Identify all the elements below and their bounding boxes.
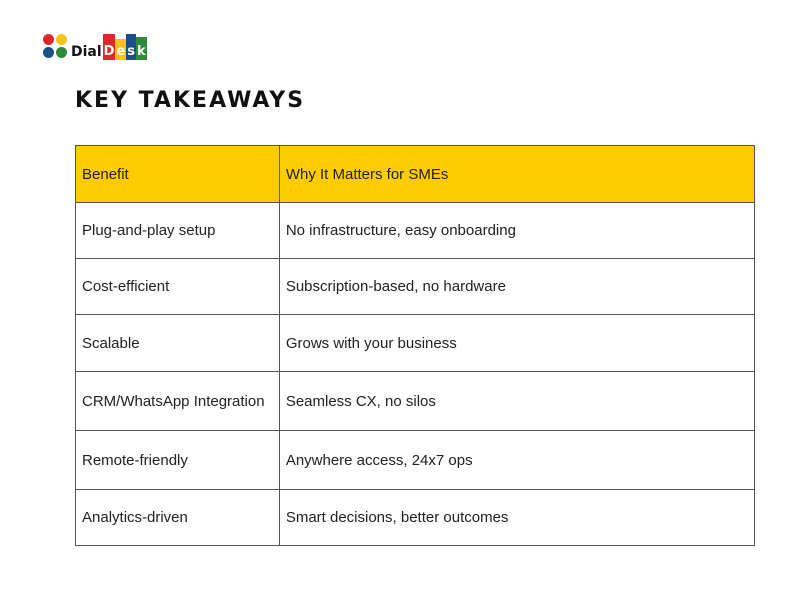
benefit-cell: Scalable	[76, 315, 280, 372]
why-cell: Smart decisions, better outcomes	[279, 490, 754, 546]
benefit-cell: CRM/WhatsApp Integration	[76, 372, 280, 431]
header-why-it-matters: Why It Matters for SMEs	[279, 146, 754, 203]
why-cell: Anywhere access, 24x7 ops	[279, 431, 754, 490]
why-cell: Subscription-based, no hardware	[279, 259, 754, 315]
logo-dot-blue	[43, 47, 54, 58]
why-cell: No infrastructure, easy onboarding	[279, 203, 754, 259]
takeaways-table	[75, 145, 755, 546]
logo-desk-letter-d: D	[103, 34, 116, 60]
benefit-cell: Remote-friendly	[76, 431, 280, 490]
logo-wordmark	[71, 34, 147, 60]
page-title: KEY TAKEAWAYS	[75, 88, 306, 113]
table-row	[76, 259, 755, 315]
table-row	[76, 490, 755, 546]
why-cell: Seamless CX, no silos	[279, 372, 754, 431]
table-row	[76, 431, 755, 490]
header-benefit: Benefit	[76, 146, 280, 203]
benefit-cell: Cost-efficient	[76, 259, 280, 315]
dialdesk-logo	[43, 32, 147, 60]
logo-desk-blocks	[103, 34, 147, 60]
benefit-cell: Analytics-driven	[76, 490, 280, 546]
logo-dot-green	[56, 47, 67, 58]
logo-desk-letter-e: e	[115, 39, 126, 60]
table-row	[76, 203, 755, 259]
table-header-row	[76, 146, 755, 203]
table-row	[76, 372, 755, 431]
logo-dots-icon	[43, 34, 71, 60]
logo-desk-letter-k: k	[136, 37, 147, 60]
benefit-cell: Plug-and-play setup	[76, 203, 280, 259]
logo-dot-red	[43, 34, 54, 45]
logo-desk-letter-s: s	[126, 34, 136, 60]
logo-dot-yellow	[56, 34, 67, 45]
logo-dial-text: Dial	[71, 44, 102, 60]
table-row	[76, 315, 755, 372]
why-cell: Grows with your business	[279, 315, 754, 372]
